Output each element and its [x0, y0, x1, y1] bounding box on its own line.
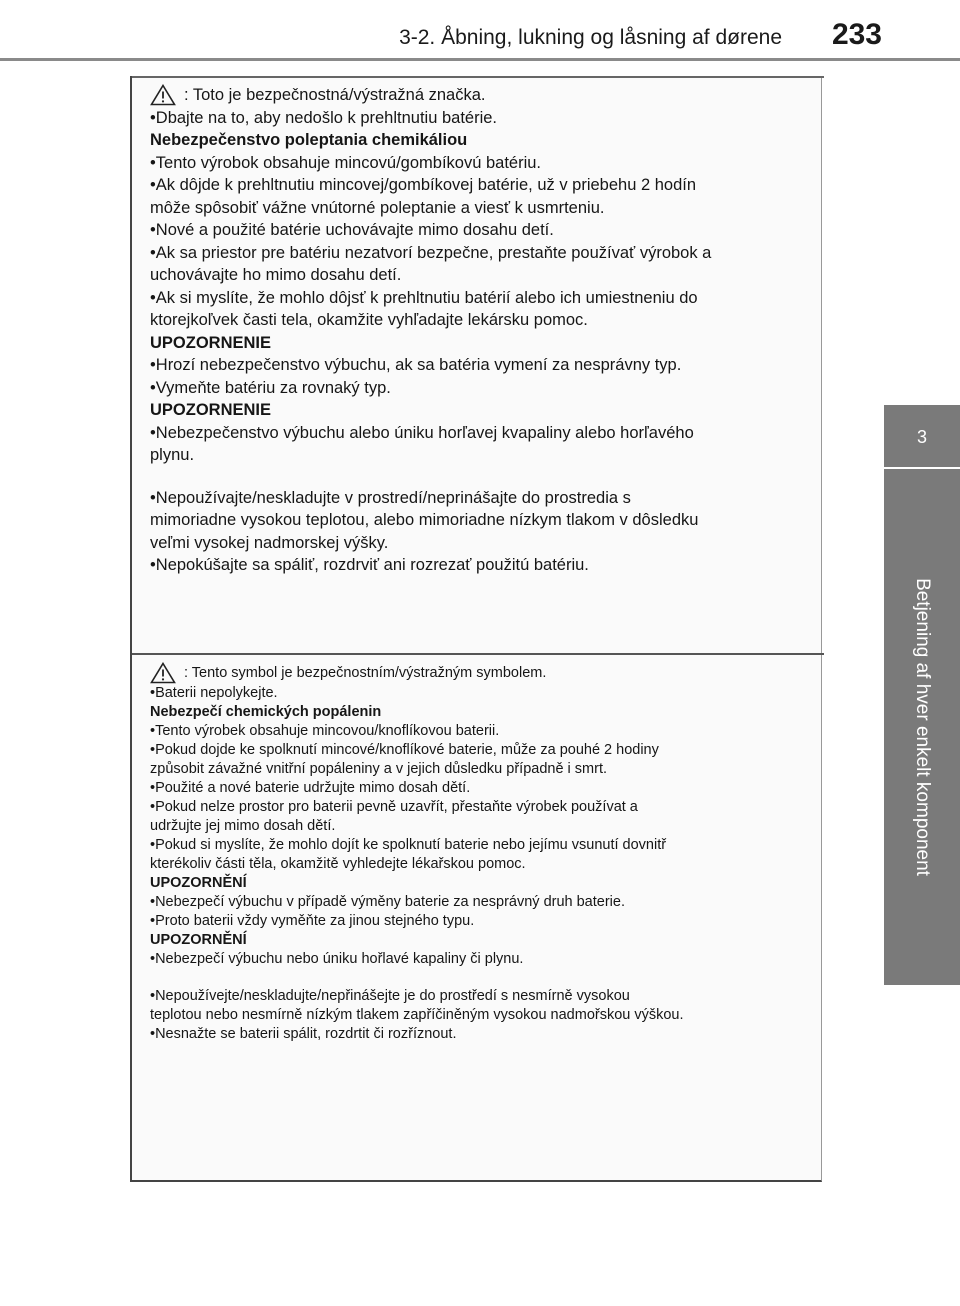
text-line: •Nepoužívajte/neskladujte v prostredí/neprinášajte do prostredia s — [150, 488, 631, 507]
text-line: •Nesnažte se baterii spálit, rozdrtit či rozříznout. — [150, 1026, 457, 1042]
warning-triangle-icon — [150, 662, 176, 684]
czech-lines — [150, 684, 810, 1044]
section-divider — [132, 653, 824, 655]
text-line: kterékoliv části těla, okamžitě vyhledejte lékařskou pomoc. — [150, 856, 526, 872]
text-line: •Nepoužívejte/neskladujte/nepřinášejte je do prostředí s nesmírně vysokou — [150, 988, 630, 1004]
chapter-title: Betjening af hver enkelt komponent — [912, 578, 933, 876]
text-line: •Baterii nepolykejte. — [150, 685, 278, 701]
text-line: •Hrozí nebezpečenstvo výbuchu, ak sa batéria vymení za nesprávny typ. — [150, 356, 682, 374]
text-line: •Pokud nelze prostor pro baterii pevně uzavřít, přestaňte výrobek používat a — [150, 799, 638, 815]
chapter-tab-rule — [884, 467, 960, 469]
text-line: plynu. — [150, 446, 195, 464]
czech-warning-section — [150, 662, 810, 1044]
text-line: ktorejkoľvek časti tela, okamžite vyhľadajte lekársku pomoc. — [150, 311, 588, 329]
text-line: •Použité a nové baterie udržujte mimo dosah dětí. — [150, 780, 471, 796]
scanned-warning-label — [130, 76, 822, 1182]
text-line: •Pokud dojde ke spolknutí mincové/knoflíkové baterie, může za pouhé 2 hodiny — [150, 742, 659, 758]
text-line: môže spôsobiť vážne vnútorné poleptanie a viesť k usmrteniu. — [150, 198, 605, 217]
header-rule — [0, 58, 960, 61]
section-heading: Nebezpečí chemických popálenin — [150, 704, 382, 720]
scan-top-line — [132, 76, 824, 78]
czech-symbol-row — [150, 662, 810, 684]
page-number: 233 — [831, 18, 882, 51]
warning-triangle-icon — [150, 84, 176, 106]
section-heading: UPOZORNENIE — [150, 401, 272, 419]
text-line: •Ak dôjde k prehltnutiu mincovej/gombíkovej batérie, už v priebehu 2 hodín — [150, 176, 697, 194]
text-line: •Dbajte na to, aby nedošlo k prehltnutiu batérie. — [150, 108, 497, 127]
page-header — [0, 0, 960, 62]
text-line: •Nové a použité batérie uchovávajte mimo dosahu detí. — [150, 221, 554, 239]
text-line: udržujte jej mimo dosah dětí. — [150, 818, 336, 834]
text-line: •Vymeňte batériu za rovnaký typ. — [150, 378, 391, 397]
section-heading: Nebezpečenstvo poleptania chemikáliou — [150, 131, 468, 149]
slovak-lines — [150, 107, 810, 577]
slovak-symbol-text: : Toto je bezpečnostná/výstražná značka. — [184, 86, 486, 104]
chapter-side-tab — [884, 405, 960, 985]
paragraph-gap — [150, 969, 810, 987]
text-line: uchovávajte ho mimo dosahu detí. — [150, 266, 402, 284]
text-line: •Tento výrobok obsahuje mincovú/gombíkovú batériu. — [150, 153, 541, 172]
chapter-number: 3 — [916, 427, 927, 447]
section-heading: UPOZORNĚNÍ — [150, 932, 247, 948]
text-line: •Ak sa priestor pre batériu nezatvorí bezpečne, prestaňte používať výrobok a — [150, 243, 712, 262]
text-line: •Ak si myslíte, že mohlo dôjsť k prehltnutiu batérií alebo ich umiestneniu do — [150, 288, 698, 307]
text-line: •Nepokúšajte sa spáliť, rozdrviť ani rozrezať použitú batériu. — [150, 556, 589, 574]
text-line: způsobit závažné vnitřní popáleniny a v jejich důsledku případně i smrt. — [150, 761, 608, 777]
text-line: •Proto baterii vždy vyměňte za jinou stejného typu. — [150, 913, 475, 929]
slovak-warning-section — [150, 84, 810, 577]
section-heading: UPOZORNĚNÍ — [150, 875, 247, 891]
text-line: •Tento výrobek obsahuje mincovou/knoflíkovou baterii. — [150, 723, 500, 739]
text-line: mimoriadne vysokou teplotou, alebo mimoriadne nízkym tlakom v dôsledku — [150, 511, 699, 529]
header-title: 3-2. Åbning, lukning og låsning af dørene — [399, 26, 782, 49]
paragraph-gap — [150, 467, 810, 487]
czech-symbol-text: : Tento symbol je bezpečnostním/výstražným symbolem. — [184, 664, 547, 681]
text-line: •Nebezpečí výbuchu v případě výměny baterie za nesprávný druh baterie. — [150, 894, 625, 910]
slovak-symbol-row — [150, 84, 810, 107]
text-line: •Pokud si myslíte, že mohlo dojít ke spolknutí baterie nebo jejímu vsunutí dovnitř — [150, 837, 667, 853]
text-line: •Nebezpečí výbuchu nebo úniku hořlavé kapaliny či plynu. — [150, 951, 524, 967]
text-line: •Nebezpečenstvo výbuchu alebo úniku horľavej kvapaliny alebo horľavého — [150, 423, 694, 442]
section-heading: UPOZORNENIE — [150, 333, 272, 352]
text-line: veľmi vysokej nadmorskej výšky. — [150, 533, 389, 552]
text-line: teplotou nebo nesmírně nízkým tlakem zapříčiněným vysokou nadmořskou výškou. — [150, 1007, 684, 1023]
